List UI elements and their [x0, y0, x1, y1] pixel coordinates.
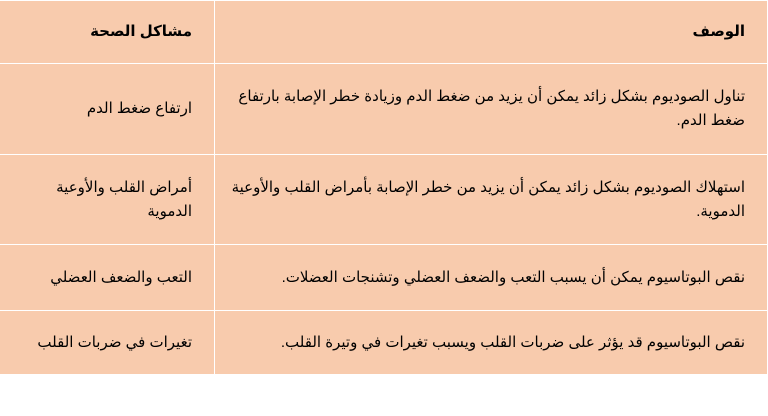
row-health-issue: أمراض القلب والأوعية الدموية [0, 155, 215, 245]
row-description: استهلاك الصوديوم بشكل زائد يمكن أن يزيد من خطر الإصابة بأمراض القلب والأوعية الدموية. [215, 155, 768, 245]
table-row [0, 245, 768, 311]
table-header-row [0, 1, 768, 64]
table-row [0, 64, 768, 155]
table-row [0, 155, 768, 245]
table-row [0, 311, 768, 375]
row-description: نقص البوتاسيوم قد يؤثر على ضربات القلب ويسبب تغيرات في وتيرة القلب. [215, 311, 768, 375]
page-background-bottom [0, 374, 768, 416]
row-health-issue: ارتفاع ضغط الدم [0, 64, 215, 155]
row-health-issue: التعب والضعف العضلي [0, 245, 215, 311]
row-health-issue: تغيرات في ضربات القلب [0, 311, 215, 375]
row-description: نقص البوتاسيوم يمكن أن يسبب التعب والضعف العضلي وتشنجات العضلات. [215, 245, 768, 311]
header-health-issues: مشاكل الصحة [0, 1, 215, 64]
header-description: الوصف [215, 1, 768, 64]
row-description: تناول الصوديوم بشكل زائد يمكن أن يزيد من ضغط الدم وزيادة خطر الإصابة بارتفاع ضغط الدم. [215, 64, 768, 155]
